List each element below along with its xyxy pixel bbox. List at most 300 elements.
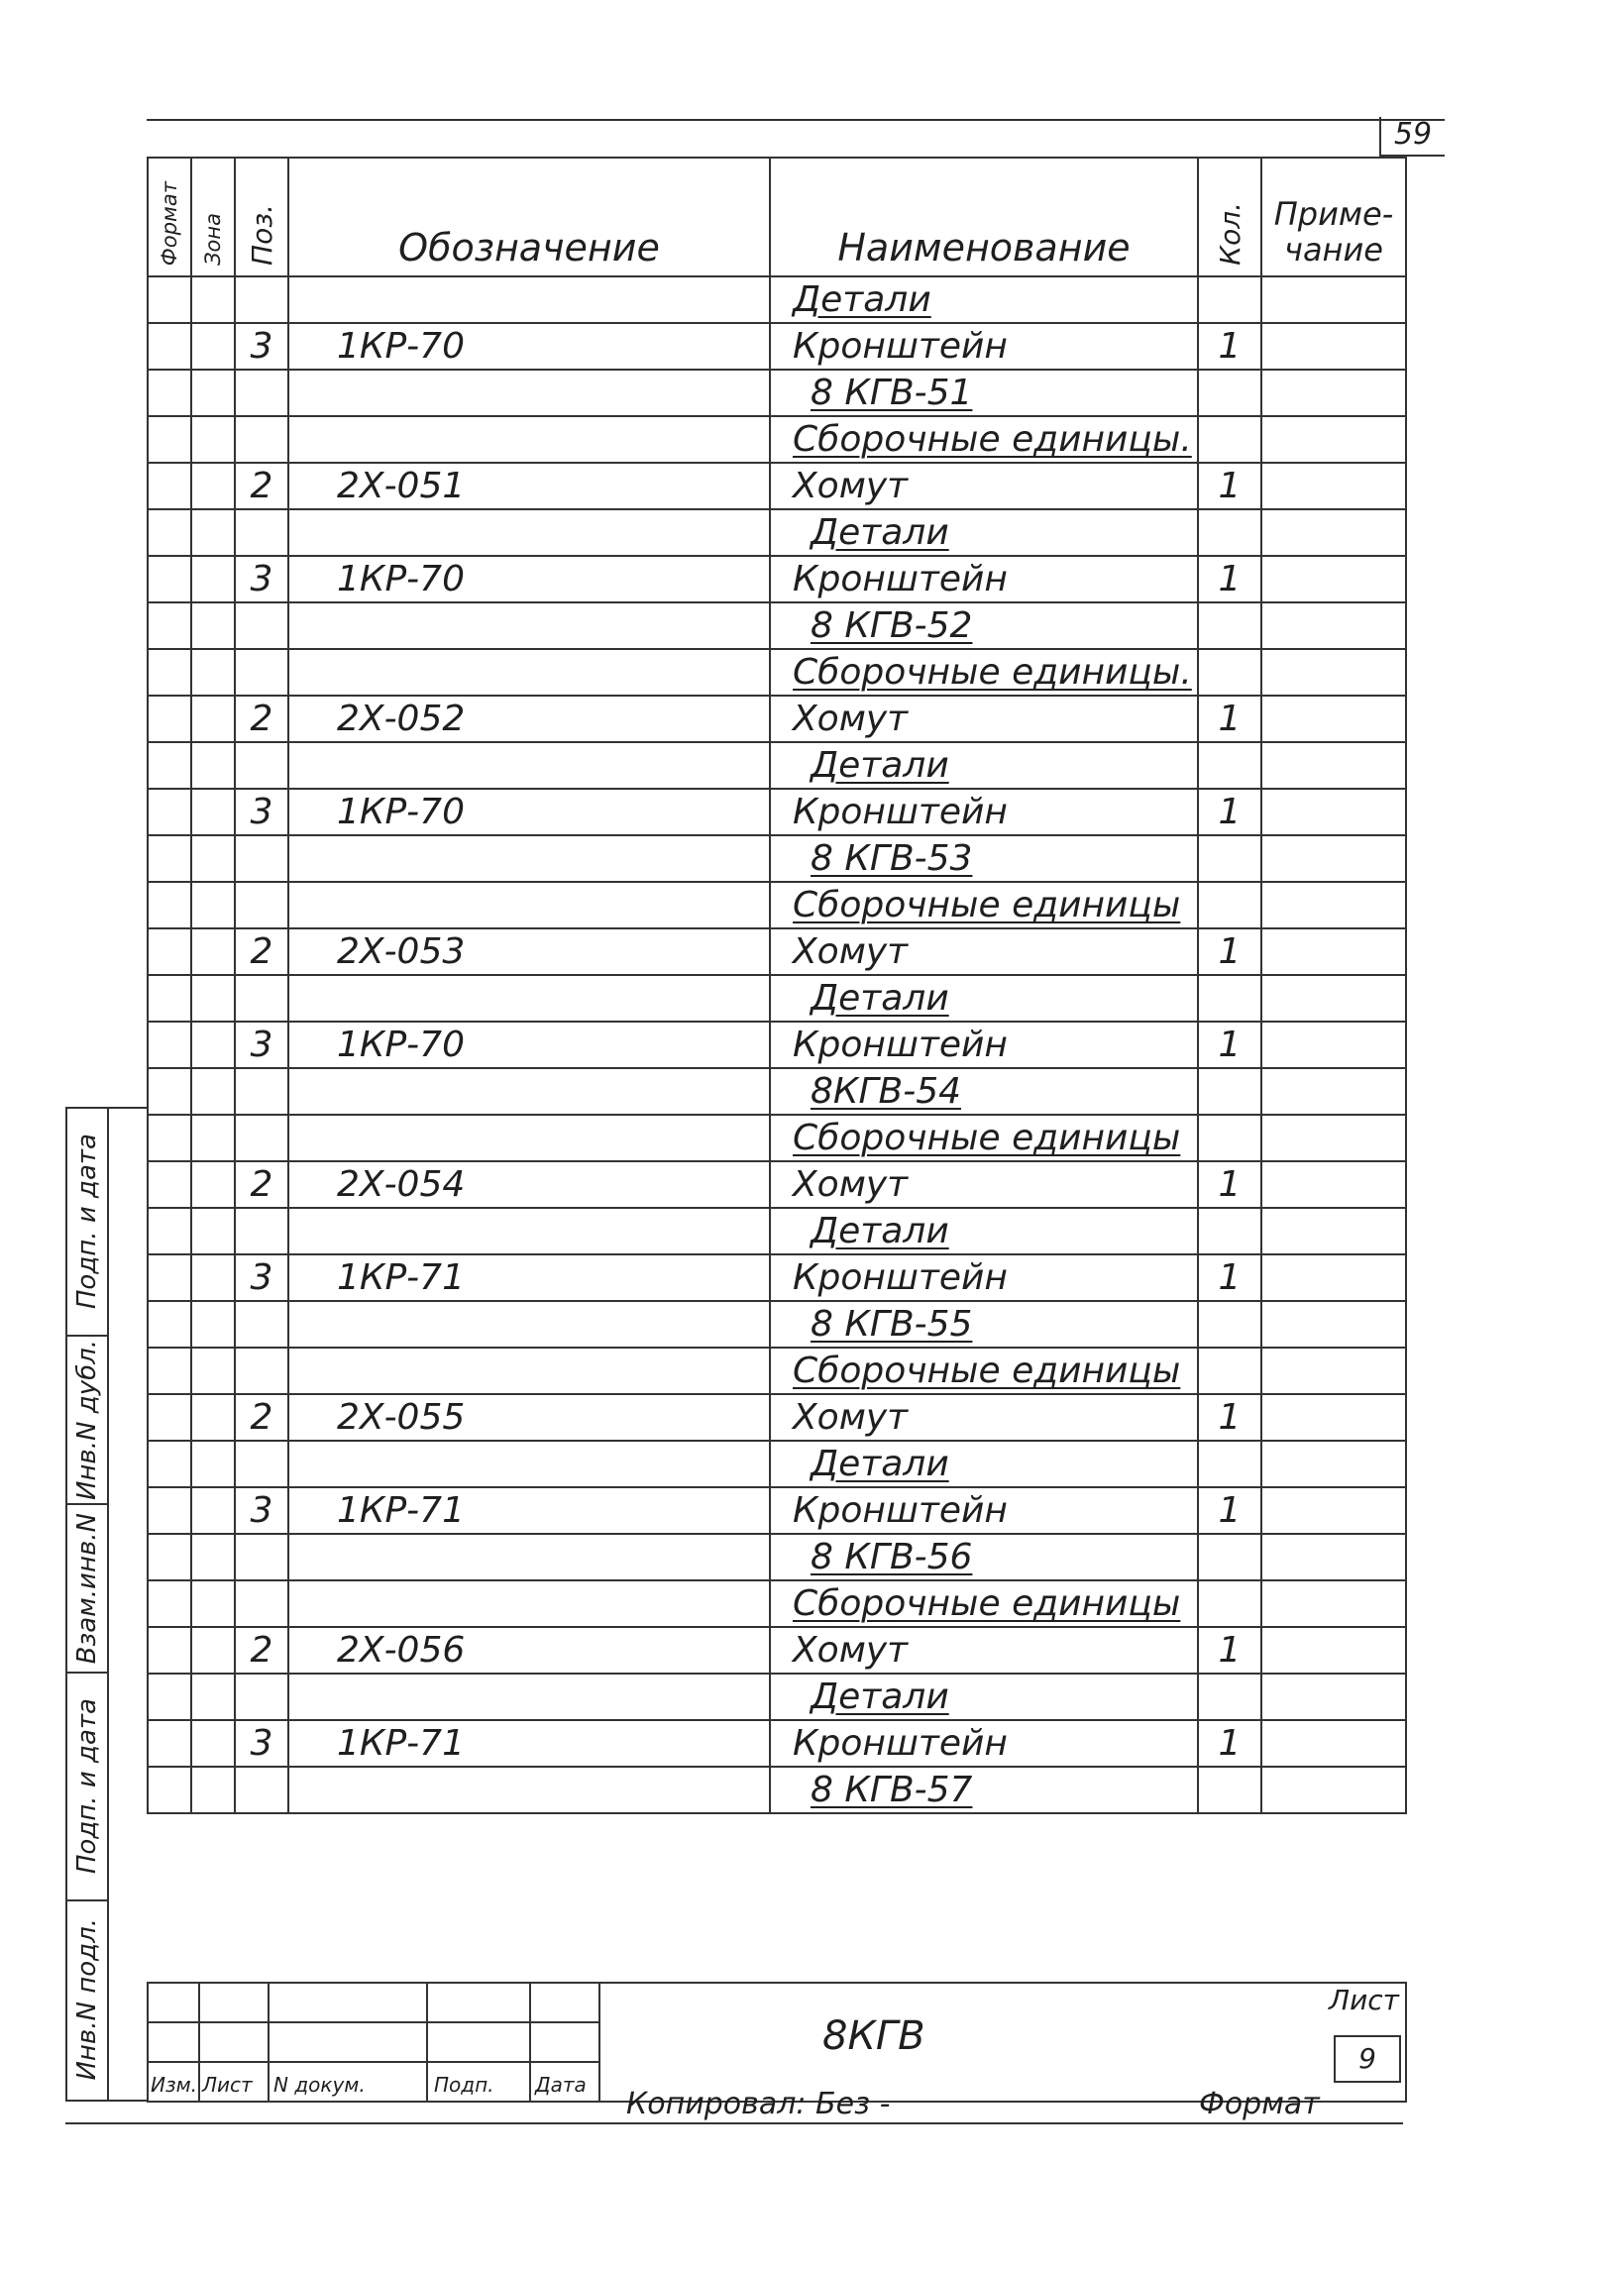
cell-name-text: Детали (811, 1444, 949, 1484)
cell-zone (191, 696, 235, 742)
cell-note (1261, 1254, 1406, 1301)
table-row (148, 1022, 1406, 1068)
cell-pos (235, 276, 288, 323)
cell-zone (191, 602, 235, 649)
label-sheet: Лист (202, 2073, 253, 2097)
cell-format (148, 1534, 191, 1580)
cell-name-text: Сборочные единицы (793, 885, 1181, 925)
cell-format (148, 1394, 191, 1441)
cell-note (1261, 1348, 1406, 1394)
cell-zone (191, 882, 235, 928)
cell-designation (288, 882, 770, 928)
cell-zone (191, 975, 235, 1022)
cell-pos (235, 835, 288, 882)
cell-name (770, 1534, 1198, 1580)
cell-name (770, 1441, 1198, 1487)
cell-pos (235, 1115, 288, 1161)
cell-zone (191, 1022, 235, 1068)
table-row (148, 1254, 1406, 1301)
cell-note (1261, 1208, 1406, 1254)
bottom-rule (65, 2122, 1403, 2124)
cell-note (1261, 696, 1406, 742)
cell-format (148, 1487, 191, 1534)
cell-zone (191, 1580, 235, 1627)
table-row (148, 323, 1406, 370)
cell-zone (191, 370, 235, 416)
table-row (148, 556, 1406, 602)
cell-designation (288, 1441, 770, 1487)
cell-qty: 1 (1198, 556, 1261, 602)
cell-name-text: 8 КГВ-57 (811, 1770, 973, 1810)
cell-name-text: Детали (811, 1211, 949, 1251)
cell-format (148, 463, 191, 509)
cell-note (1261, 1627, 1406, 1674)
cell-qty: 1 (1198, 1487, 1261, 1534)
cell-designation (288, 370, 770, 416)
cell-name (770, 1348, 1198, 1394)
cell-name (770, 370, 1198, 416)
cell-name (770, 882, 1198, 928)
sheet-number: 9 (1334, 2035, 1401, 2083)
cell-designation (288, 1115, 770, 1161)
cell-name: Кронштейн (770, 1022, 1198, 1068)
cell-designation (288, 835, 770, 882)
cell-name-text: Детали (793, 279, 931, 320)
cell-note (1261, 928, 1406, 975)
cell-zone (191, 928, 235, 975)
cell-pos: 3 (235, 1254, 288, 1301)
cell-qty (1198, 370, 1261, 416)
cell-designation: 1КР-70 (288, 1022, 770, 1068)
table-row (148, 276, 1406, 323)
cell-name (770, 1068, 1198, 1115)
table-row (148, 1441, 1406, 1487)
cell-name: Хомут (770, 463, 1198, 509)
cell-name (770, 1301, 1198, 1348)
cell-qty: 1 (1198, 1022, 1261, 1068)
cell-designation (288, 1348, 770, 1394)
cell-note (1261, 1580, 1406, 1627)
cell-name-text: 8 КГВ-52 (811, 605, 973, 646)
cell-zone (191, 835, 235, 882)
cell-format (148, 602, 191, 649)
cell-name (770, 1580, 1198, 1627)
cell-format (148, 556, 191, 602)
table-header-row (148, 158, 1406, 276)
cell-pos (235, 1301, 288, 1348)
cell-name-text: Сборочные единицы (793, 1351, 1181, 1391)
cell-format (148, 1208, 191, 1254)
cell-designation (288, 649, 770, 696)
header-designation: Обозначение (288, 158, 770, 276)
top-rule (147, 119, 1445, 121)
cell-pos (235, 416, 288, 463)
cell-zone (191, 1767, 235, 1813)
cell-format (148, 1068, 191, 1115)
cell-format (148, 323, 191, 370)
cell-zone (191, 509, 235, 556)
cell-name-text: 8 КГВ-56 (811, 1537, 973, 1577)
cell-format (148, 1441, 191, 1487)
cell-name: Кронштейн (770, 556, 1198, 602)
table-row (148, 1301, 1406, 1348)
cell-note (1261, 1161, 1406, 1208)
cell-qty: 1 (1198, 1161, 1261, 1208)
table-row (148, 1580, 1406, 1627)
cell-pos (235, 1674, 288, 1720)
table-row (148, 1115, 1406, 1161)
cell-pos (235, 602, 288, 649)
cell-pos: 3 (235, 556, 288, 602)
cell-name: Кронштейн (770, 1487, 1198, 1534)
cell-pos (235, 975, 288, 1022)
cell-note (1261, 556, 1406, 602)
cell-zone (191, 1254, 235, 1301)
cell-note (1261, 1674, 1406, 1720)
cell-name: Хомут (770, 1161, 1198, 1208)
cell-qty (1198, 1348, 1261, 1394)
cell-name (770, 975, 1198, 1022)
cell-qty: 1 (1198, 1394, 1261, 1441)
title-block-grid (149, 1984, 600, 2101)
binding-divider (107, 1109, 109, 2100)
cell-zone (191, 1348, 235, 1394)
cell-pos: 3 (235, 1720, 288, 1767)
label-date: Дата (535, 2073, 587, 2097)
cell-designation (288, 602, 770, 649)
format-label: Формат (1199, 2087, 1320, 2121)
cell-designation (288, 416, 770, 463)
cell-name-text: 8 КГВ-51 (811, 373, 973, 413)
cell-note (1261, 1441, 1406, 1487)
table-row (148, 416, 1406, 463)
cell-designation: 1КР-71 (288, 1720, 770, 1767)
cell-name (770, 835, 1198, 882)
cell-designation: 1КР-70 (288, 789, 770, 835)
cell-pos (235, 509, 288, 556)
cell-qty (1198, 1580, 1261, 1627)
cell-qty (1198, 276, 1261, 323)
cell-qty (1198, 1674, 1261, 1720)
cell-qty: 1 (1198, 1627, 1261, 1674)
cell-format (148, 1115, 191, 1161)
cell-designation: 2Х-054 (288, 1161, 770, 1208)
table-row (148, 1767, 1406, 1813)
cell-format (148, 975, 191, 1022)
cell-note (1261, 835, 1406, 882)
cell-name: Кронштейн (770, 1720, 1198, 1767)
binding-cell-sign-date-2: Подп. и дата (67, 1109, 107, 1337)
cell-qty: 1 (1198, 1254, 1261, 1301)
cell-pos: 2 (235, 463, 288, 509)
cell-qty: 1 (1198, 789, 1261, 835)
table-row (148, 789, 1406, 835)
table-row (148, 463, 1406, 509)
cell-note (1261, 1534, 1406, 1580)
cell-name (770, 649, 1198, 696)
header-pos: Поз. (235, 158, 288, 276)
cell-name-text: 8 КГВ-55 (811, 1304, 973, 1345)
cell-name (770, 509, 1198, 556)
cell-note (1261, 276, 1406, 323)
cell-name-text: Детали (811, 1677, 949, 1717)
table-row (148, 370, 1406, 416)
cell-note (1261, 1487, 1406, 1534)
cell-name-text: 8КГВ-54 (811, 1071, 962, 1112)
cell-format (148, 882, 191, 928)
cell-pos: 3 (235, 1487, 288, 1534)
cell-qty: 1 (1198, 323, 1261, 370)
cell-name (770, 1767, 1198, 1813)
cell-format (148, 789, 191, 835)
document-code: 8КГВ (822, 2013, 925, 2059)
table-row (148, 1161, 1406, 1208)
cell-note (1261, 1394, 1406, 1441)
cell-qty (1198, 1767, 1261, 1813)
cell-note (1261, 1068, 1406, 1115)
cell-name-text: Детали (811, 978, 949, 1019)
table-row (148, 602, 1406, 649)
cell-designation (288, 1301, 770, 1348)
cell-pos (235, 882, 288, 928)
cell-zone (191, 463, 235, 509)
cell-qty (1198, 975, 1261, 1022)
cell-name (770, 1115, 1198, 1161)
cell-name-text: Сборочные единицы (793, 1118, 1181, 1158)
cell-qty (1198, 1208, 1261, 1254)
table-row (148, 1534, 1406, 1580)
cell-pos: 3 (235, 1022, 288, 1068)
cell-zone (191, 789, 235, 835)
table-row (148, 1720, 1406, 1767)
cell-qty (1198, 1068, 1261, 1115)
cell-note (1261, 975, 1406, 1022)
header-name: Наименование (770, 158, 1198, 276)
cell-format (148, 416, 191, 463)
cell-designation (288, 1208, 770, 1254)
cell-qty: 1 (1198, 463, 1261, 509)
header-note: Приме-чание (1261, 158, 1406, 276)
table-row (148, 1674, 1406, 1720)
cell-pos (235, 1441, 288, 1487)
cell-format (148, 1627, 191, 1674)
cell-format (148, 1720, 191, 1767)
cell-note (1261, 649, 1406, 696)
cell-note (1261, 882, 1406, 928)
cell-pos (235, 649, 288, 696)
table-row (148, 696, 1406, 742)
cell-name (770, 1208, 1198, 1254)
cell-designation (288, 975, 770, 1022)
table-row (148, 1394, 1406, 1441)
cell-pos: 3 (235, 789, 288, 835)
cell-note (1261, 1115, 1406, 1161)
cell-name (770, 1674, 1198, 1720)
cell-format (148, 1767, 191, 1813)
table-row (148, 835, 1406, 882)
cell-name-text: Сборочные единицы. (793, 652, 1192, 693)
cell-zone (191, 416, 235, 463)
cell-format (148, 1580, 191, 1627)
cell-designation (288, 1068, 770, 1115)
cell-qty (1198, 602, 1261, 649)
cell-qty: 1 (1198, 928, 1261, 975)
table-row (148, 882, 1406, 928)
cell-qty (1198, 509, 1261, 556)
cell-zone (191, 1208, 235, 1254)
table-row (148, 1487, 1406, 1534)
cell-note (1261, 1022, 1406, 1068)
cell-zone (191, 1161, 235, 1208)
cell-designation (288, 509, 770, 556)
cell-qty (1198, 649, 1261, 696)
cell-designation: 2Х-056 (288, 1627, 770, 1674)
cell-designation: 2Х-051 (288, 463, 770, 509)
label-signature: Подп. (434, 2073, 494, 2097)
cell-format (148, 1301, 191, 1348)
cell-pos (235, 370, 288, 416)
cell-pos: 3 (235, 323, 288, 370)
table-row (148, 1068, 1406, 1115)
specification-table (147, 157, 1407, 1814)
cell-designation (288, 742, 770, 789)
cell-qty (1198, 1301, 1261, 1348)
label-change: Изм. (151, 2073, 198, 2097)
cell-qty (1198, 1534, 1261, 1580)
header-qty: Кол. (1198, 158, 1261, 276)
table-row (148, 509, 1406, 556)
header-zone: Зона (191, 158, 235, 276)
table-row (148, 975, 1406, 1022)
binding-cell-replace-inv: Взам.инв.N (67, 1505, 107, 1674)
cell-format (148, 742, 191, 789)
cell-format (148, 1254, 191, 1301)
cell-pos (235, 742, 288, 789)
cell-zone (191, 649, 235, 696)
cell-zone (191, 1487, 235, 1534)
cell-designation (288, 1580, 770, 1627)
cell-pos: 2 (235, 1394, 288, 1441)
cell-designation: 1КР-70 (288, 556, 770, 602)
cell-name: Кронштейн (770, 1254, 1198, 1301)
cell-zone (191, 323, 235, 370)
cell-name (770, 416, 1198, 463)
cell-designation: 2Х-053 (288, 928, 770, 975)
cell-designation (288, 1534, 770, 1580)
cell-name: Кронштейн (770, 789, 1198, 835)
binding-cell-orig-inv: Инв.N подл. (72, 1918, 102, 2081)
cell-zone (191, 1441, 235, 1487)
cell-name-text: Сборочные единицы. (793, 419, 1192, 460)
cell-name-text: Детали (811, 512, 949, 553)
binding-stamp (65, 1107, 147, 2102)
title-block (147, 1982, 1407, 2103)
cell-qty (1198, 882, 1261, 928)
cell-format (148, 509, 191, 556)
cell-designation (288, 1767, 770, 1813)
cell-qty (1198, 416, 1261, 463)
cell-note (1261, 602, 1406, 649)
cell-note (1261, 1720, 1406, 1767)
cell-pos (235, 1068, 288, 1115)
cell-format (148, 1161, 191, 1208)
cell-qty (1198, 742, 1261, 789)
cell-name: Кронштейн (770, 323, 1198, 370)
binding-cell-sign-date-1: Подп. и дата (67, 1674, 107, 1901)
cell-note (1261, 509, 1406, 556)
cell-note (1261, 370, 1406, 416)
cell-note (1261, 463, 1406, 509)
table-row (148, 1627, 1406, 1674)
cell-zone (191, 1627, 235, 1674)
cell-zone (191, 1068, 235, 1115)
cell-pos (235, 1208, 288, 1254)
page-number: 59 (1379, 117, 1445, 157)
cell-zone (191, 742, 235, 789)
label-doc-number: N докум. (273, 2073, 366, 2097)
table-row (148, 742, 1406, 789)
cell-note (1261, 789, 1406, 835)
table-row (148, 649, 1406, 696)
cell-pos: 2 (235, 1161, 288, 1208)
cell-pos: 2 (235, 696, 288, 742)
cell-qty: 1 (1198, 696, 1261, 742)
cell-format (148, 696, 191, 742)
cell-qty (1198, 835, 1261, 882)
cell-zone (191, 276, 235, 323)
copied-by: Копировал: Без - (626, 2087, 891, 2121)
cell-name (770, 276, 1198, 323)
cell-name (770, 602, 1198, 649)
cell-pos (235, 1580, 288, 1627)
cell-zone (191, 1720, 235, 1767)
cell-format (148, 276, 191, 323)
binding-cell-dup-inv: Инв.N дубл. (67, 1337, 107, 1505)
cell-name: Хомут (770, 1394, 1198, 1441)
cell-pos: 2 (235, 928, 288, 975)
cell-format (148, 649, 191, 696)
cell-designation: 2Х-055 (288, 1394, 770, 1441)
cell-note (1261, 323, 1406, 370)
cell-zone (191, 1674, 235, 1720)
cell-designation (288, 276, 770, 323)
cell-pos (235, 1348, 288, 1394)
cell-zone (191, 1394, 235, 1441)
cell-qty (1198, 1441, 1261, 1487)
cell-name-text: Детали (811, 745, 949, 786)
cell-designation: 1КР-70 (288, 323, 770, 370)
cell-zone (191, 1301, 235, 1348)
table-row (148, 1348, 1406, 1394)
cell-format (148, 835, 191, 882)
table-row (148, 928, 1406, 975)
cell-note (1261, 742, 1406, 789)
cell-qty (1198, 1115, 1261, 1161)
sheet-label: Лист (1329, 1984, 1399, 2016)
header-format: Формат (148, 158, 191, 276)
cell-zone (191, 1115, 235, 1161)
cell-name: Хомут (770, 696, 1198, 742)
cell-name: Хомут (770, 928, 1198, 975)
cell-pos (235, 1767, 288, 1813)
cell-qty: 1 (1198, 1720, 1261, 1767)
cell-name: Хомут (770, 1627, 1198, 1674)
cell-note (1261, 1767, 1406, 1813)
cell-format (148, 370, 191, 416)
cell-zone (191, 556, 235, 602)
cell-zone (191, 1534, 235, 1580)
cell-format (148, 1674, 191, 1720)
